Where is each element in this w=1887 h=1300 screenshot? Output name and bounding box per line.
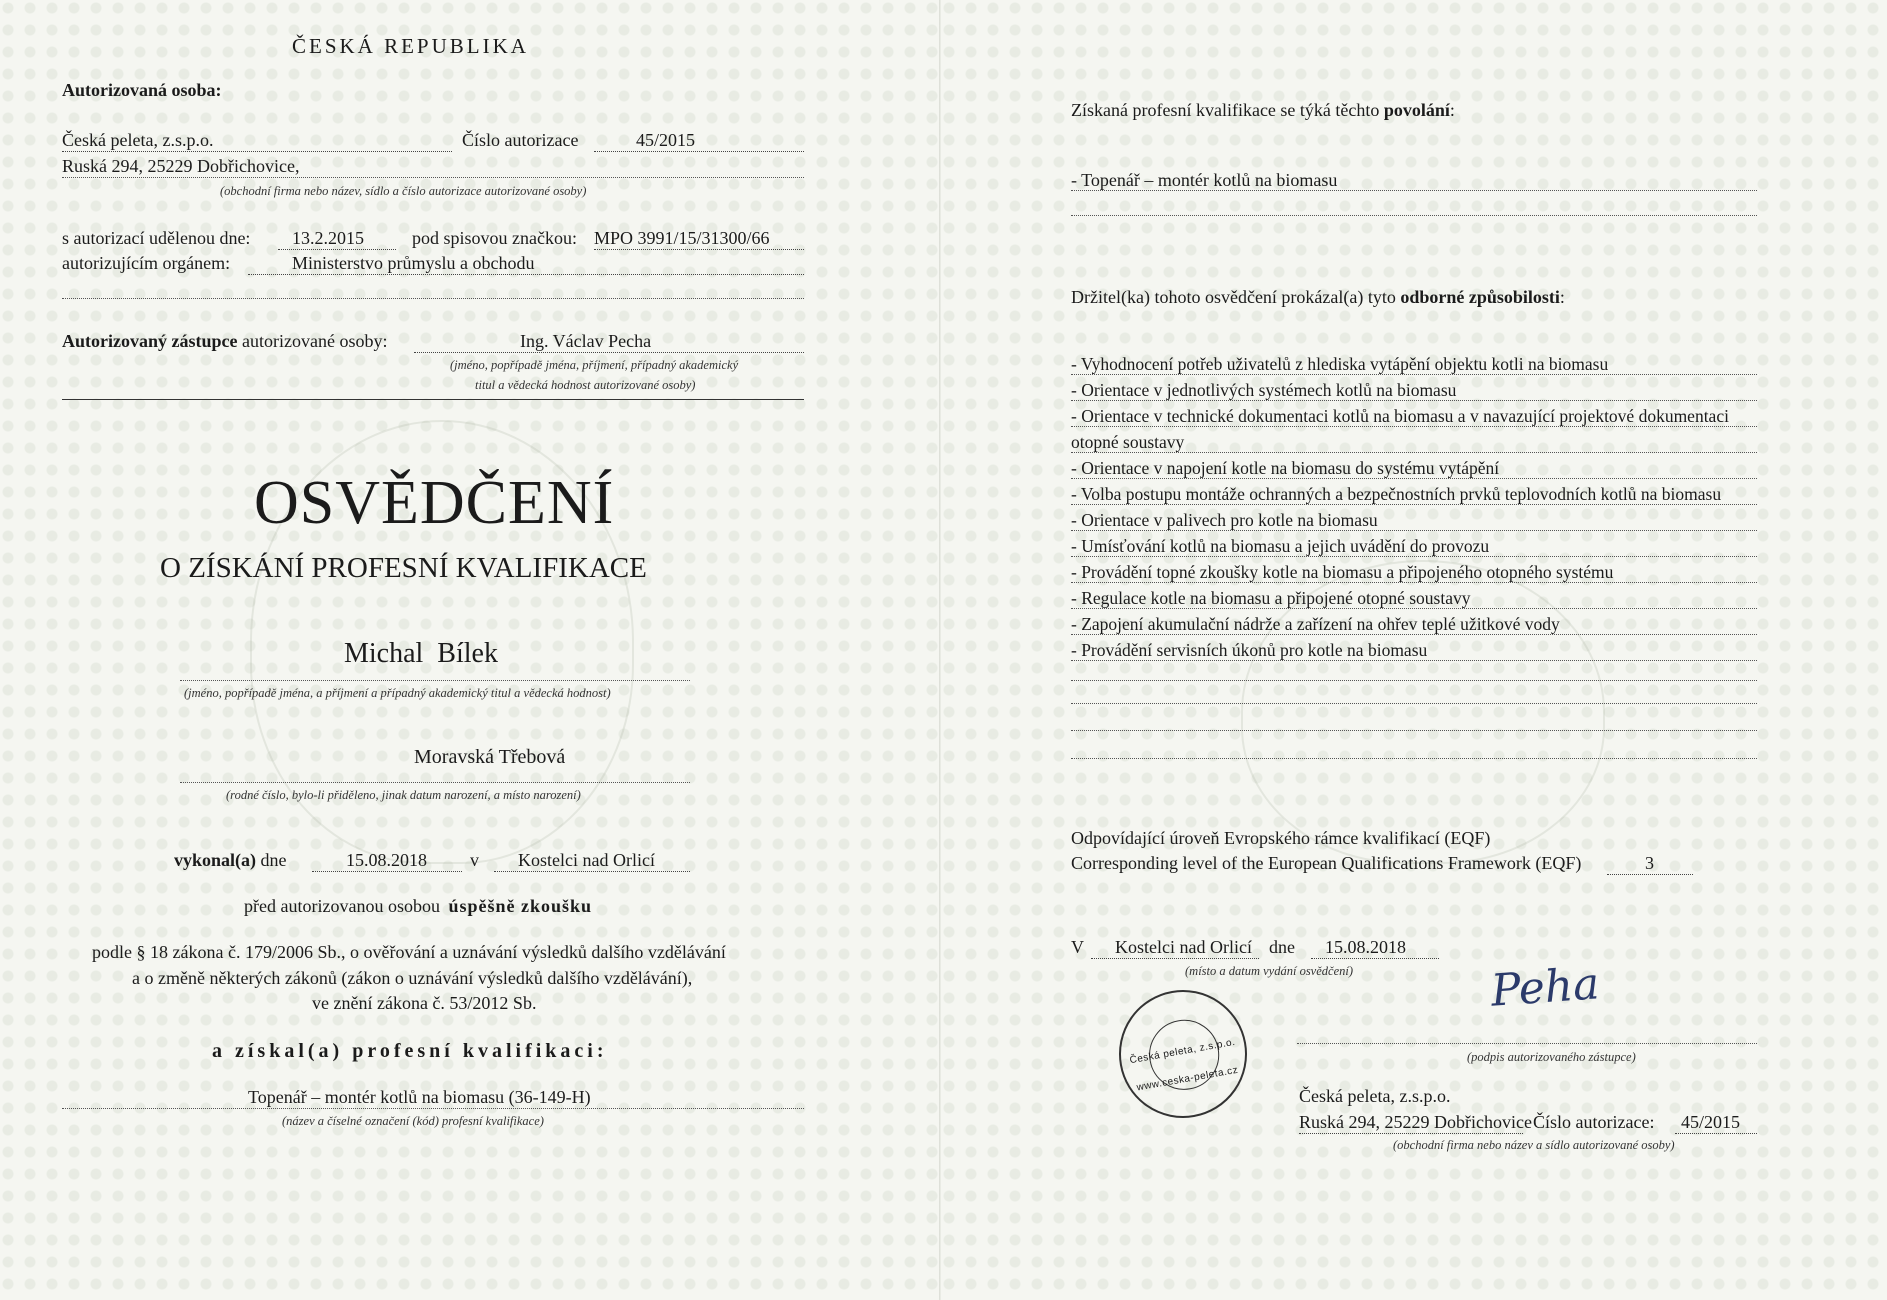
granted-date: 13.2.2015 — [278, 228, 396, 250]
representative-name: Ing. Václav Pecha — [414, 331, 804, 353]
holder-name: Michal Bílek — [344, 638, 498, 669]
skill-item: - Orientace v napojení kotle na biomasu do systému vytápění — [1071, 458, 1500, 478]
law-line-2: a o změně některých zákonů (zákon o uznávání výsledků dalšího vzdělávání), — [132, 968, 693, 988]
firm-name-back: Česká peleta, z.s.p.o. — [1299, 1086, 1451, 1106]
skill-item: - Provádění servisních úkonů pro kotle na biomasu — [1071, 640, 1428, 660]
stamp-text: Česká peleta, z.s.p.o. www.ceska-peleta.cz — [1128, 1036, 1240, 1094]
authority: Ministerstvo průmyslu a obchodu — [248, 253, 804, 275]
granted-label: s autorizací udělenou dne: — [62, 228, 251, 248]
occupation-intro: Získaná profesní kvalifikace se týká těchto povolání: — [1071, 100, 1455, 120]
skill-item: otopné soustavy — [1071, 432, 1185, 452]
exam-line: vykonal(a) dne — [174, 850, 287, 870]
eqf-line-2: Corresponding level of the European Qualifications Framework (EQF) — [1071, 853, 1582, 873]
certificate-subtitle: O ZÍSKÁNÍ PROFESNÍ KVALIFIKACE — [160, 552, 647, 584]
eqf-level: 3 — [1607, 853, 1693, 875]
exam-in-label: v — [470, 850, 479, 870]
firm-note-back: (obchodní firma nebo název a sídlo autorizované osoby) — [1393, 1138, 1675, 1152]
competence-intro: Držitel(ka) tohoto osvědčení prokázal(a) tyto odborné způsobilosti: — [1071, 287, 1565, 307]
eqf-line-1: Odpovídající úroveň Evropského rámce kvalifikací (EQF) — [1071, 828, 1491, 848]
skill-item: - Orientace v palivech pro kotle na biomasu — [1071, 510, 1378, 530]
skill-item: - Provádění topné zkoušky kotle na biomasu a připojeného otopného systému — [1071, 562, 1614, 582]
issue-v-label: V — [1071, 937, 1084, 957]
auth-number: 45/2015 — [594, 130, 804, 152]
birth-note: (rodné číslo, bylo-li přiděleno, jinak datum narození, a místo narození) — [226, 788, 581, 802]
issue-note: (místo a datum vydání osvědčení) — [1185, 964, 1354, 978]
exam-place: Kostelci nad Orlicí — [494, 850, 690, 872]
firm-note: (obchodní firma nebo název, sídlo a číslo autorizace autorizované osoby) — [220, 184, 587, 198]
auth-number-back: 45/2015 — [1675, 1112, 1757, 1134]
certificate-back-page — [941, 0, 1887, 1300]
occupation: - Topenář – montér kotlů na biomasu — [1071, 170, 1338, 190]
holder-name-note: (jméno, popřípadě jména, a příjmení a případný akademický titul a vědecká hodnost) — [184, 686, 611, 700]
issue-place: Kostelci nad Orlicí — [1091, 937, 1259, 959]
representative-label: Autorizovaný zástupce autorizované osoby: — [62, 331, 388, 351]
auth-number-label: Číslo autorizace — [462, 130, 579, 150]
country-heading: ČESKÁ REPUBLIKA — [292, 34, 529, 58]
skill-item: - Volba postupu montáže ochranných a bezpečnostních prvků teplovodních kotlů na biomasu — [1071, 484, 1722, 504]
obtained-text: a získal(a) profesní kvalifikaci: — [212, 1040, 608, 1062]
official-stamp — [1109, 980, 1257, 1128]
authority-label: autorizujícím orgánem: — [62, 253, 231, 273]
certificate-title: OSVĚDČENÍ — [254, 469, 615, 537]
qualification: Topenář – montér kotlů na biomasu (36-149-H) — [248, 1087, 591, 1107]
issue-on-label: dne — [1269, 937, 1295, 957]
skill-item: - Regulace kotle na biomasu a připojené otopné soustavy — [1071, 588, 1471, 608]
auth-number-label-back: Číslo autorizace: — [1533, 1112, 1655, 1132]
skill-item: - Umísťování kotlů na biomasu a jejich uvádění do provozu — [1071, 536, 1490, 556]
firm-address: Ruská 294, 25229 Dobřichovice, — [62, 156, 300, 176]
signature: Peha — [1489, 958, 1601, 1017]
signature-note: (podpis autorizovaného zástupce) — [1467, 1050, 1636, 1064]
skill-item: - Zapojení akumulační nádrže a zařízení na ohřev teplé užitkové vody — [1071, 614, 1560, 634]
birthplace: Moravská Třebová — [414, 746, 566, 768]
law-line-1: podle § 18 zákona č. 179/2006 Sb., o ověřování a uznávání výsledků dalšího vzdělávání — [92, 942, 726, 962]
representative-note-1: (jméno, popřípadě jména, příjmení, případný akademický — [450, 358, 739, 372]
authorized-person-label: Autorizovaná osoba: — [62, 80, 222, 100]
skill-item: - Orientace v technické dokumentaci kotlů na biomasu a v navazující projektové dokumentaci — [1071, 406, 1729, 426]
exam-date: 15.08.2018 — [312, 850, 462, 872]
representative-note-2: titul a vědecká hodnost autorizované osoby) — [475, 378, 696, 392]
file-ref: MPO 3991/15/31300/66 — [594, 228, 804, 250]
skill-item: - Orientace v jednotlivých systémech kotlů na biomasu — [1071, 380, 1457, 400]
law-line-3: ve znění zákona č. 53/2012 Sb. — [312, 993, 537, 1013]
file-ref-label: pod spisovou značkou: — [412, 228, 577, 248]
header-divider — [62, 399, 804, 400]
firm-name: Česká peleta, z.s.p.o. — [62, 130, 452, 152]
qualification-note: (název a číselné označení (kód) profesní kvalifikace) — [282, 1114, 544, 1128]
before-line: před autorizovanou osobou úspěšně zkoušku — [244, 896, 593, 916]
issue-date: 15.08.2018 — [1311, 937, 1439, 959]
certificate-front-page — [0, 0, 941, 1300]
firm-address-back: Ruská 294, 25229 Dobřichovice — [1299, 1112, 1532, 1132]
skill-item: - Vyhodnocení potřeb uživatelů z hlediska vytápění objektu kotli na biomasu — [1071, 354, 1609, 374]
